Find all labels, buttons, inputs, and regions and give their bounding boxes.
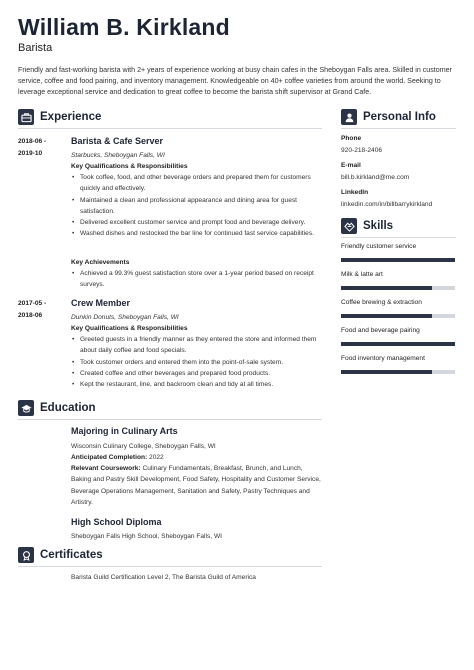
job-company: Dunkin Donuts, Sheboygan Falls, WI — [71, 314, 179, 321]
certificate-icon — [18, 547, 34, 563]
completion-value: 2022 — [149, 454, 164, 461]
list-item: • Took coffee, food, and other beverage orders and prepared them for customers quickly and effectively. — [71, 172, 326, 195]
skill-level-fill — [341, 286, 432, 290]
coursework-value: Culinary Fundamentals, Breakfast, Brunch, and Lunch, Baking and Pastry Skill Development, Food Safety, Hospitality and Customer Service, Beverage Operations Management, Sanitation and Safety, Pastry Techniques and Artistry. — [71, 465, 321, 506]
certificates-divider — [18, 566, 322, 567]
skill-name: Food inventory management — [341, 355, 425, 362]
skill-name: Milk & latte art — [341, 271, 383, 278]
list-item: • Washed dishes and restocked the bar line for continued fast service capabilities. — [71, 228, 326, 239]
personal-info-divider — [341, 128, 456, 129]
skill-level-bar — [341, 286, 455, 290]
skills-divider — [341, 237, 456, 238]
skills-section-header — [341, 217, 393, 235]
experience-divider — [18, 128, 322, 129]
skill-level-fill — [341, 258, 455, 262]
summary-paragraph: Friendly and fast-working barista with 2+ years of experience working at busy chain cafes in the Sheboygan Falls area. Skilled in customer service, coffee and food pairing, and inventory management. Knowledgeable on 40+ coffee varieties from around the world. Seeking to leverage exceptional service and dedication to great coffee to become the barista shift supervisor at Grand Cafe. — [18, 66, 452, 96]
job-title: Barista & Cafe Server — [71, 136, 164, 146]
list-item: • Greeted guests in a friendly manner as they entered the store and informed them about daily coffee and food specials. — [71, 334, 326, 357]
completion-line — [71, 452, 326, 463]
linkedin-label: LinkedIn — [341, 189, 369, 196]
qualifications-heading: Key Qualifications & Responsibilities — [71, 163, 188, 170]
education-section-header — [18, 399, 96, 417]
job-date-end: 2018-06 — [18, 312, 43, 319]
skill-name: Food and beverage pairing — [341, 327, 420, 334]
skills-title: Skills — [363, 220, 394, 232]
certificates-section-header — [18, 546, 103, 564]
job-company: Starbucks, Sheboygan Falls, WI — [71, 152, 165, 159]
personal-info-section-header — [341, 108, 436, 126]
degree-title: High School Diploma — [71, 517, 162, 527]
candidate-name: William B. Kirkland — [18, 14, 230, 40]
user-icon — [341, 109, 357, 125]
education-divider — [18, 419, 322, 420]
job-bullets — [71, 334, 326, 390]
education-title: Education — [40, 402, 96, 414]
job-date-end: 2019-10 — [18, 150, 43, 157]
school-name: Wisconsin Culinary College, Sheboygan Falls, WI — [71, 443, 216, 450]
list-item: • Created coffee and other beverages and prepared food products. — [71, 368, 326, 379]
phone-value: 920-218-2406 — [341, 147, 383, 154]
hands-icon — [341, 218, 357, 234]
skill-level-fill — [341, 314, 432, 318]
graduation-cap-icon — [18, 400, 34, 416]
achievements-heading: Key Achievements — [71, 259, 130, 266]
experience-title: Experience — [40, 111, 102, 123]
achievement-bullets — [71, 268, 326, 291]
school-name: Sheboygan Falls High School, Sheboygan Falls, WI — [71, 533, 223, 540]
email-label: E-mail — [341, 162, 361, 169]
job-date-start: 2017-05 - — [18, 300, 47, 307]
skill-level-bar — [341, 314, 455, 318]
phone-label: Phone — [341, 135, 362, 142]
personal-info-title: Personal Info — [363, 111, 436, 123]
list-item: • Achieved a 99.3% guest satisfaction store over a 1-year period based on receipt surveys. — [71, 268, 326, 291]
list-item: • Kept the restaurant, line, and backroom clean and tidy at all times. — [71, 379, 326, 390]
list-item: • Delivered excellent customer service and prompt food and beverage delivery. — [71, 217, 326, 228]
coursework-line — [71, 463, 324, 508]
coursework-label: Relevant Coursework: — [71, 465, 141, 472]
list-item: • Took customer orders and entered them into the point-of-sale system. — [71, 357, 326, 368]
skill-level-bar — [341, 342, 455, 346]
qualifications-heading: Key Qualifications & Responsibilities — [71, 325, 188, 332]
skill-level-fill — [341, 342, 455, 346]
degree-title: Majoring in Culinary Arts — [71, 426, 178, 436]
job-title: Crew Member — [71, 298, 131, 308]
experience-section-header — [18, 108, 101, 126]
email-value[interactable]: bill.b.kirkland@me.com — [341, 174, 410, 181]
skill-level-bar — [341, 258, 455, 262]
candidate-role: Barista — [18, 42, 53, 54]
linkedin-value[interactable]: linkedin.com/in/billbarrykirkland — [341, 201, 433, 208]
list-item: • Maintained a clean and professional appearance and dining area for guest satisfaction. — [71, 195, 326, 218]
certificate-item: Barista Guild Certification Level 2, The Barista Guild of America — [71, 574, 256, 581]
job-date-start: 2018-06 - — [18, 138, 47, 145]
briefcase-icon — [18, 109, 34, 125]
skill-name: Coffee brewing & extraction — [341, 299, 422, 306]
completion-label: Anticipated Completion: — [71, 454, 148, 461]
certificates-title: Certificates — [40, 549, 103, 561]
job-bullets — [71, 172, 326, 240]
skill-name: Friendly customer service — [341, 243, 417, 250]
skill-level-fill — [341, 370, 432, 374]
skill-level-bar — [341, 370, 455, 374]
